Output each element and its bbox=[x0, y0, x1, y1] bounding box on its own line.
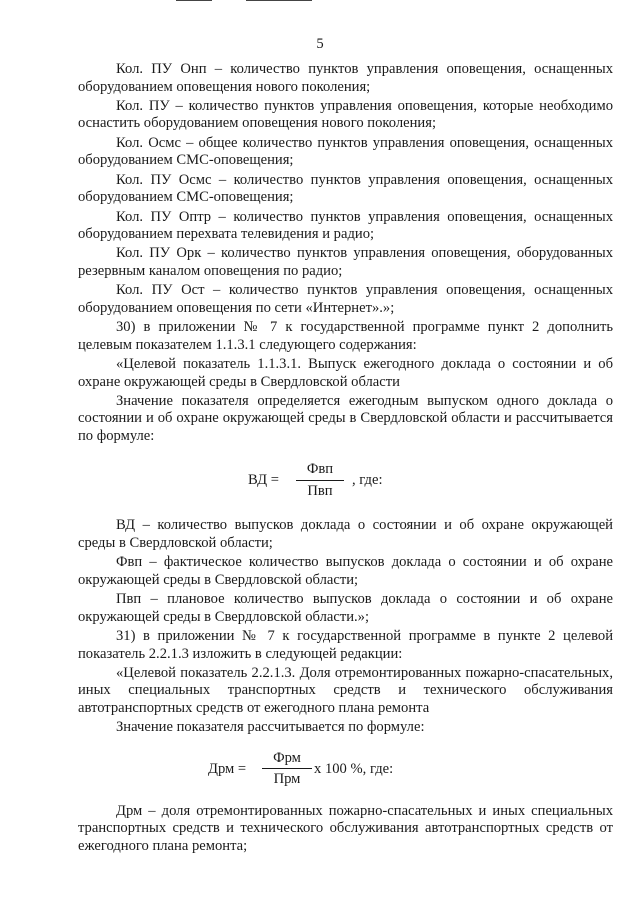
paragraph: Значение показателя определяется ежегодным выпуском одного доклада о состоянии и об охране окружающей среды в Свердловской области и рассчитывается по формуле: bbox=[78, 392, 613, 445]
formula-fraction bbox=[296, 461, 344, 500]
formula-denominator: Пвп bbox=[307, 482, 333, 499]
paragraph: ВД – количество выпусков доклада о состоянии и об охране окружающей среды в Свердловской области; bbox=[78, 517, 613, 551]
paragraph: Пвп – плановое количество выпусков доклада о состоянии и об охране окружающей среды в Свердловской области.»; bbox=[78, 591, 613, 625]
formula-lhs: ВД = bbox=[248, 472, 280, 489]
paragraph: Кол. Осмс – общее количество пунктов управления оповещения, оснащенных оборудованием СМС-оповещения; bbox=[78, 134, 613, 169]
paragraph: «Целевой показатель 1.1.3.1. Выпуск ежегодного доклада о состоянии и об охране окружающей среды в Свердловской области bbox=[78, 356, 613, 390]
paragraph: Кол. ПУ Осмс – количество пунктов управления оповещения, оснащенных оборудованием СМС-оповещения; bbox=[78, 171, 613, 206]
page-number: 5 bbox=[316, 36, 324, 52]
paragraph: Значение показателя рассчитывается по формуле: bbox=[116, 719, 425, 736]
paragraph-group-b bbox=[78, 517, 613, 737]
paragraph-group-c bbox=[78, 803, 613, 856]
paragraph: Кол. ПУ – количество пунктов управления оповещения, которые необходимо оснастить оборудованием оповещения нового поколения; bbox=[78, 97, 613, 132]
formula-lhs: Дрм = bbox=[208, 760, 247, 777]
formula-numerator: Фвп bbox=[296, 461, 344, 481]
formula-denominator: Прм bbox=[273, 771, 301, 788]
formula-fraction bbox=[262, 750, 312, 789]
formula-numerator: Фрм bbox=[262, 750, 312, 770]
scan-top-mark bbox=[176, 0, 212, 1]
formula-suffix: х 100 %, где: bbox=[314, 760, 394, 777]
scan-top-mark bbox=[246, 0, 312, 1]
paragraph: Кол. ПУ Орк – количество пунктов управления оповещения, оборудованных резервным каналом оповещения по радио; bbox=[78, 245, 613, 279]
paragraph: Кол. ПУ Оптр – количество пунктов управления оповещения, оснащенных оборудованием перехвата телевидения и радио; bbox=[78, 208, 613, 243]
paragraph: «Целевой показатель 2.2.1.3. Доля отремонтированных пожарно-спасательных, иных специальных транспортных средств и технического обслуживания автотранспортных средств от ежегодного плана ремонта bbox=[78, 664, 613, 717]
paragraph: Кол. ПУ Ост – количество пунктов управления оповещения, оснащенных оборудованием оповещения по сети «Интернет».»; bbox=[78, 282, 613, 316]
paragraph: 31) в приложении № 7 к государственной программе в пункте 2 целевой показатель 2.2.1.3 изложить в следующей редакции: bbox=[78, 627, 613, 662]
formula-drm bbox=[78, 739, 613, 803]
paragraph: Кол. ПУ Онп – количество пунктов управления оповещения, оснащенных оборудованием оповещения нового поколения; bbox=[78, 61, 613, 95]
formula-suffix: , где: bbox=[352, 472, 383, 489]
paragraph: 30) в приложении № 7 к государственной программе пункт 2 дополнить целевым показателем 1.1.3.1 следующего содержания: bbox=[78, 319, 613, 353]
paragraph-group-a bbox=[78, 61, 613, 446]
document-body bbox=[78, 61, 613, 857]
formula-vd bbox=[78, 447, 613, 517]
paragraph: Дрм – доля отремонтированных пожарно-спасательных и иных специальных транспортных средств и технического обслуживания автотранспортных средств от ежегодного плана ремонта; bbox=[78, 802, 613, 854]
paragraph: Фвп – фактическое количество выпусков доклада о состоянии и об охране окружающей среды в Свердловской области; bbox=[78, 554, 613, 588]
